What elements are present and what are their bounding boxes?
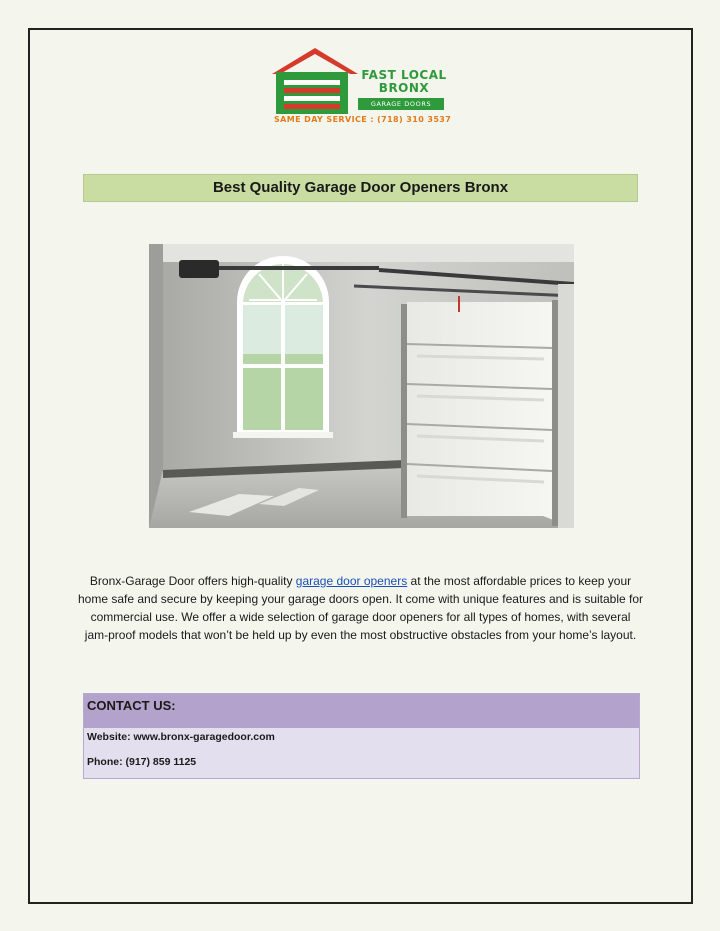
company-logo[interactable]	[270, 46, 470, 136]
contact-website[interactable]: Website: www.bronx-garagedoor.com	[87, 731, 275, 743]
logo-service-phone: SAME DAY SERVICE : (718) 310 3537	[274, 115, 452, 124]
description-text-end: at the most affordable prices to keep your home safe and secure by keeping your garage doors open. It come with unique features and is suitable for commercial use. We offer a wide selection of garage door openers for all types of homes, with several jam-proof models that won’t be held up by even the most obstructive obstacles from your home’s layout.	[78, 574, 644, 642]
garage-interior-photo	[149, 244, 574, 528]
logo-line1: FAST LOCAL	[361, 68, 447, 82]
logo-brand-name	[358, 69, 450, 95]
contact-heading: CONTACT US:	[84, 694, 639, 728]
page-title: Best Quality Garage Door Openers Bronx	[212, 179, 509, 196]
contact-box	[83, 693, 640, 779]
contact-phone[interactable]: Phone: (917) 859 1125	[87, 756, 197, 768]
description-paragraph	[78, 572, 643, 644]
garage-door-openers-link[interactable]: garage door openers	[295, 574, 408, 588]
logo-tagline: GARAGE DOORS	[358, 98, 444, 110]
garage-photo-illustration	[149, 244, 574, 528]
contact-details	[84, 728, 639, 778]
house-garage-icon	[270, 46, 360, 118]
page-frame	[28, 28, 693, 904]
logo-line2: BRONX	[378, 81, 430, 95]
description-text-start: Bronx-Garage Door offers high-quality	[89, 574, 296, 588]
title-bar	[83, 174, 638, 202]
